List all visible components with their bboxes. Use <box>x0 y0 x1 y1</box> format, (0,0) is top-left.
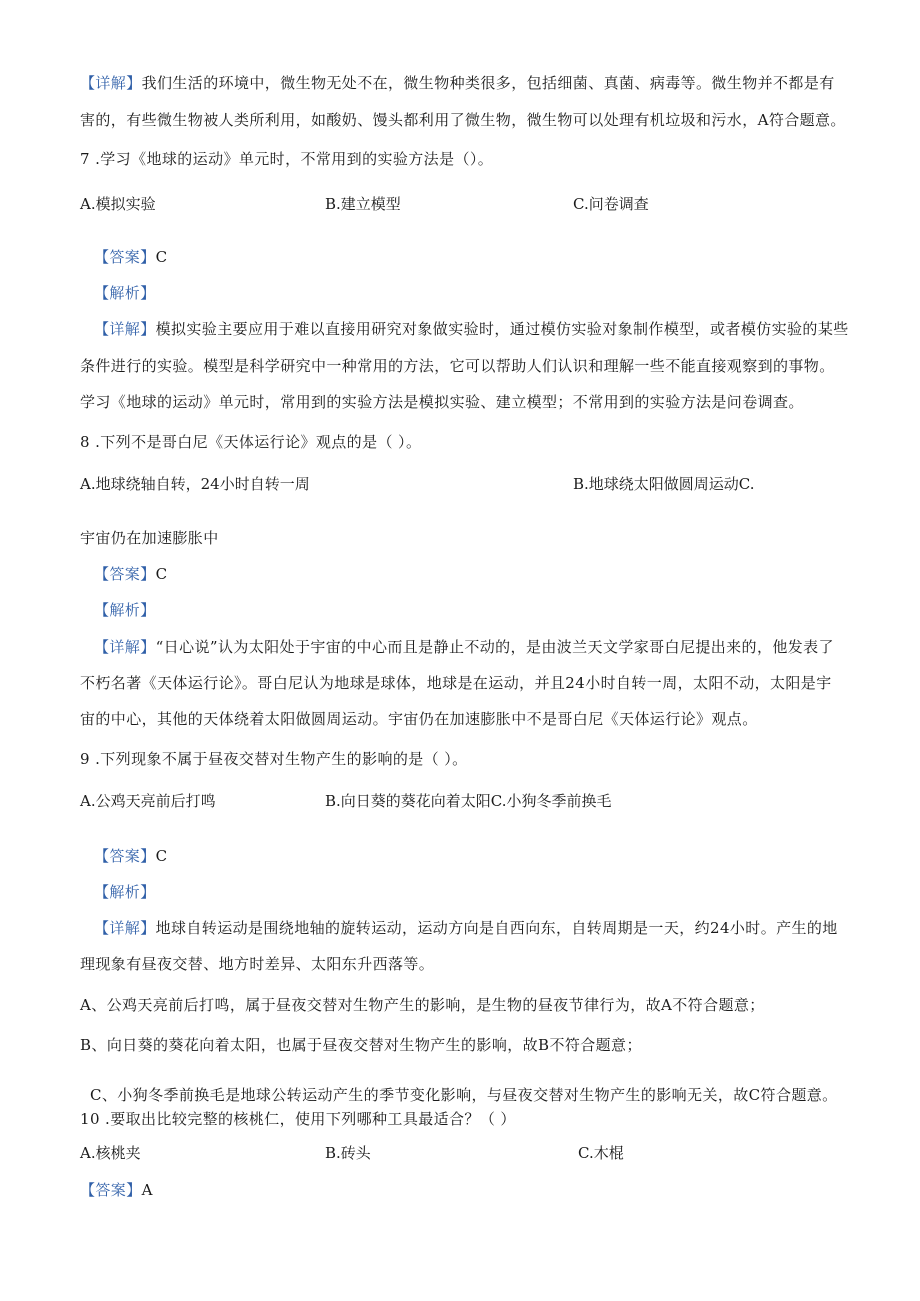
q10-option-b: B.砖头 <box>325 1144 371 1162</box>
q7-option-b: B.建立模型 <box>325 195 401 213</box>
q6-detail-line-2: 害的，有些微生物被人类所利用，如酸奶、馒头都利用了微生物，微生物可以处理有机垃圾和污水，A符合题意。 <box>80 111 846 129</box>
q9-detail-b: B、向日葵的葵花向着太阳，也属于昼夜交替对生物产生的影响，故B不符合题意； <box>80 1036 642 1054</box>
q7-option-a: A.模拟实验 <box>80 195 156 213</box>
q10-answer: 【答案】A <box>80 1181 153 1199</box>
q6-detail-line-1: 【详解】我们生活的环境中，微生物无处不在，微生物种类很多，包括细菌、真菌、病毒等。微生物并不都是有 <box>80 74 835 92</box>
q8-detail-line-3: 宙的中心，其他的天体绕着太阳做圆周运动。宇宙仍在加速膨胀中不是哥白尼《天体运行论》观点。 <box>80 710 758 728</box>
q8-option-a: A.地球绕轴自转，24小时自转一周 <box>80 475 310 493</box>
q7-option-c: C.问卷调查 <box>573 195 649 213</box>
q7-analysis-label: 【解析】 <box>94 284 156 302</box>
q9-option-a: A.公鸡天亮前后打鸣 <box>80 792 216 810</box>
q9-detail-line-1: 【详解】地球自转运动是围绕地轴的旋转运动，运动方向是自西向东，自转周期是一天，约24小时。产生的地 <box>94 919 838 937</box>
q7-detail-line-2: 条件进行的实验。模型是科学研究中一种常用的方法，它可以帮助人们认识和理解一些不能直接观察到的事物。 <box>80 357 835 375</box>
detail-label: 【详解】 <box>80 74 142 92</box>
q10-option-c: C.木棍 <box>578 1144 624 1162</box>
q9-option-bc: B.向日葵的葵花向着太阳C.小狗冬季前换毛 <box>325 792 612 810</box>
q7-detail-line-3: 学习《地球的运动》单元时，常用到的实验方法是模拟实验、建立模型；不常用到的实验方法是问卷调查。 <box>80 393 804 411</box>
q8-analysis-label: 【解析】 <box>94 601 156 619</box>
q7-answer: 【答案】C <box>94 248 168 266</box>
q10-option-a: A.核桃夹 <box>80 1144 141 1162</box>
q9-detail-line-2: 理现象有昼夜交替、地方时差异、太阳东升西落等。 <box>80 955 435 973</box>
q9-detail-a: A、公鸡天亮前后打鸣，属于昼夜交替对生物产生的影响，是生物的昼夜节律行为，故A不符合题意； <box>80 996 765 1014</box>
q8-stem: 8 .下列不是哥白尼《天体运行论》观点的是（ ）。 <box>80 433 422 451</box>
q8-detail-line-1: 【详解】“日心说”认为太阳处于宇宙的中心而且是静止不动的，是由波兰天文学家哥白尼提出来的，他发表了 <box>94 638 834 656</box>
q8-option-b: B.地球绕太阳做圆周运动C. <box>573 475 755 493</box>
q9-analysis-label: 【解析】 <box>94 883 156 901</box>
q8-detail-line-2: 不朽名著《天体运行论》。哥白尼认为地球是球体，地球是在运动，并且24小时自转一周，太阳不动，太阳是宇 <box>80 674 832 692</box>
q8-answer: 【答案】C <box>94 565 168 583</box>
q10-stem: 10 .要取出比较完整的核桃仁，使用下列哪种工具最适合？（ ） <box>80 1110 516 1128</box>
q9-answer: 【答案】C <box>94 847 168 865</box>
q7-stem: 7 .学习《地球的运动》单元时，不常用到的实验方法是（）。 <box>80 150 494 168</box>
q9-detail-c: C、小狗冬季前换毛是地球公转运动产生的季节变化影响，与昼夜交替对生物产生的影响无关，故C符合题意。 <box>90 1086 838 1104</box>
q8-option-c: 宇宙仍在加速膨胀中 <box>80 529 219 547</box>
q7-detail-line-1: 【详解】模拟实验主要应用于难以直接用研究对象做实验时，通过模仿实验对象制作模型，或者模仿实验的某些 <box>94 320 849 338</box>
q9-stem: 9 .下列现象不属于昼夜交替对生物产生的影响的是（ ）。 <box>80 750 468 768</box>
